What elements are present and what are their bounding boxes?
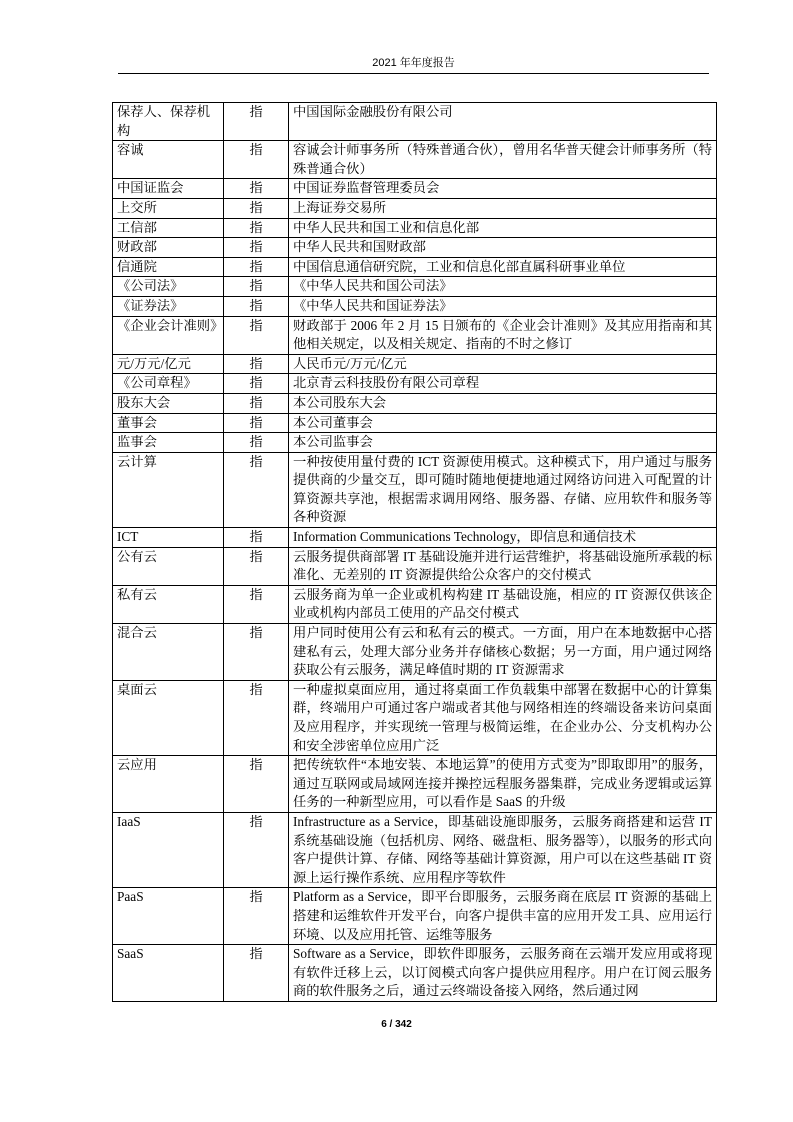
definition-cell: 一种按使用量付费的 ICT 资源使用模式。这种模式下，用户通过与服务提供商的少量交互，即可随时随地便捷地通过网络访问进入可配置的计算资源共享池，根据需求调用网络、服务器、存储、应用软件和服务等各种资源 [289,452,717,527]
ref-cell: 指 [224,238,289,258]
term-cell: 《公司法》 [113,277,224,297]
term-cell: 监事会 [113,433,224,453]
definition-cell: 本公司股东大会 [289,393,717,413]
ref-cell: 指 [224,393,289,413]
table-row [113,624,717,681]
term-cell: ICT [113,528,224,548]
table-row [113,528,717,548]
definition-cell: 云服务商为单一企业或机构构建 IT 基础设施，相应的 IT 资源仅供该企业或机构内部员工使用的产品交付模式 [289,585,717,623]
ref-cell: 指 [224,374,289,394]
definition-cell: 把传统软件“本地安装、本地运算”的使用方式变为”即取即用”的服务，通过互联网或局域网连接并操控远程服务器集群，完成业务逻辑或运算任务的一种新型应用，可以看作是 SaaS 的升级 [289,756,717,813]
definitions-table [112,102,717,1002]
term-cell: 私有云 [113,585,224,623]
table-row [113,374,717,394]
ref-cell: 指 [224,528,289,548]
ref-cell: 指 [224,585,289,623]
ref-cell: 指 [224,316,289,354]
term-cell: 《公司章程》 [113,374,224,394]
ref-cell: 指 [224,277,289,297]
table-row [113,585,717,623]
term-cell: 桌面云 [113,680,224,755]
table-row [113,277,717,297]
ref-cell: 指 [224,624,289,681]
ref-cell: 指 [224,452,289,527]
table-row [113,141,717,179]
definition-cell: 中华人民共和国财政部 [289,238,717,258]
ref-cell: 指 [224,433,289,453]
table-row [113,945,717,1002]
definition-cell: 中国证券监督管理委员会 [289,179,717,199]
term-cell: 董事会 [113,413,224,433]
term-cell: 股东大会 [113,393,224,413]
table-row [113,257,717,277]
table-row [113,296,717,316]
term-cell: 财政部 [113,238,224,258]
term-cell: 元/万元/亿元 [113,354,224,374]
ref-cell: 指 [224,680,289,755]
ref-cell: 指 [224,179,289,199]
ref-cell: 指 [224,296,289,316]
definition-cell: 中华人民共和国工业和信息化部 [289,218,717,238]
ref-cell: 指 [224,756,289,813]
ref-cell: 指 [224,103,289,141]
term-cell: 容诚 [113,141,224,179]
definition-cell: 北京青云科技股份有限公司章程 [289,374,717,394]
table-row [113,218,717,238]
table-row [113,452,717,527]
definition-cell: Infrastructure as a Service，即基础设施即服务，云服务商搭建和运营 IT 系统基础设施（包括机房、网络、磁盘柜、服务器等），以服务的形式向客户提供计算、存储、网络等基础计算资源，用户可以在这些基础 IT 资源上运行操作系统、应用程序等软件 [289,812,717,887]
definition-cell: 人民币元/万元/亿元 [289,354,717,374]
ref-cell: 指 [224,141,289,179]
definition-cell: 上海证券交易所 [289,198,717,218]
ref-cell: 指 [224,354,289,374]
term-cell: 云应用 [113,756,224,813]
definition-cell: 云服务提供商部署 IT 基础设施并进行运营维护，将基础设施所承载的标准化、无差别的 IT 资源提供给公众客户的交付模式 [289,547,717,585]
definition-cell: Platform as a Service，即平台即服务，云服务商在底层 IT 资源的基础上搭建和运维软件开发平台，向客户提供丰富的应用开发工具、应用运行环境、以及应用托管、运维等服务 [289,888,717,945]
ref-cell: 指 [224,812,289,887]
table-row [113,888,717,945]
definition-cell: 中国信息通信研究院，工业和信息化部直属科研事业单位 [289,257,717,277]
ref-cell: 指 [224,198,289,218]
definition-cell: Information Communications Technology，即信息和通信技术 [289,528,717,548]
table-row [113,103,717,141]
definition-cell: Software as a Service，即软件即服务，云服务商在云端开发应用或将现有软件迁移上云，以订阅模式向客户提供应用程序。用户在订阅云服务商的软件服务之后，通过云终端设备接入网络，然后通过网 [289,945,717,1002]
ref-cell: 指 [224,945,289,1002]
term-cell: 上交所 [113,198,224,218]
page-number: 6 / 342 [381,1018,412,1030]
ref-cell: 指 [224,257,289,277]
term-cell: 公有云 [113,547,224,585]
term-cell: PaaS [113,888,224,945]
table-row [113,680,717,755]
table-row [113,413,717,433]
page-header: 2021 年年度报告 [372,57,455,69]
ref-cell: 指 [224,218,289,238]
table-row [113,812,717,887]
ref-cell: 指 [224,547,289,585]
ref-cell: 指 [224,413,289,433]
definition-cell: 容诚会计师事务所（特殊普通合伙），曾用名华普天健会计师事务所（特殊普通合伙） [289,141,717,179]
table-row [113,354,717,374]
term-cell: 中国证监会 [113,179,224,199]
table-row [113,393,717,413]
header-divider [118,73,709,74]
term-cell: 工信部 [113,218,224,238]
term-cell: 信通院 [113,257,224,277]
definition-cell: 本公司董事会 [289,413,717,433]
term-cell: 《企业会计准则》 [113,316,224,354]
table-row [113,756,717,813]
term-cell: 混合云 [113,624,224,681]
definition-cell: 《中华人民共和国证券法》 [289,296,717,316]
term-cell: 保荐人、保荐机构 [113,103,224,141]
definition-cell: 用户同时使用公有云和私有云的模式。一方面，用户在本地数据中心搭建私有云，处理大部分业务并存储核心数据；另一方面，用户通过网络获取公有云服务，满足峰值时期的 IT 资源需求 [289,624,717,681]
term-cell: 《证券法》 [113,296,224,316]
table-row [113,547,717,585]
table-row [113,238,717,258]
definition-cell: 中国国际金融股份有限公司 [289,103,717,141]
definition-cell: 一种虚拟桌面应用，通过将桌面工作负载集中部署在数据中心的计算集群，终端用户可通过客户端或者其他与网络相连的终端设备来访问桌面及应用程序，并实现统一管理与极简运维，在企业办公、分支机构办公和安全涉密单位应用广泛 [289,680,717,755]
table-row [113,198,717,218]
table-row [113,179,717,199]
term-cell: IaaS [113,812,224,887]
term-cell: 云计算 [113,452,224,527]
definition-cell: 本公司监事会 [289,433,717,453]
definition-cell: 《中华人民共和国公司法》 [289,277,717,297]
table-row [113,433,717,453]
table-row [113,316,717,354]
term-cell: SaaS [113,945,224,1002]
definition-cell: 财政部于 2006 年 2 月 15 日颁布的《企业会计准则》及其应用指南和其他相关规定，以及相关规定、指南的不时之修订 [289,316,717,354]
ref-cell: 指 [224,888,289,945]
